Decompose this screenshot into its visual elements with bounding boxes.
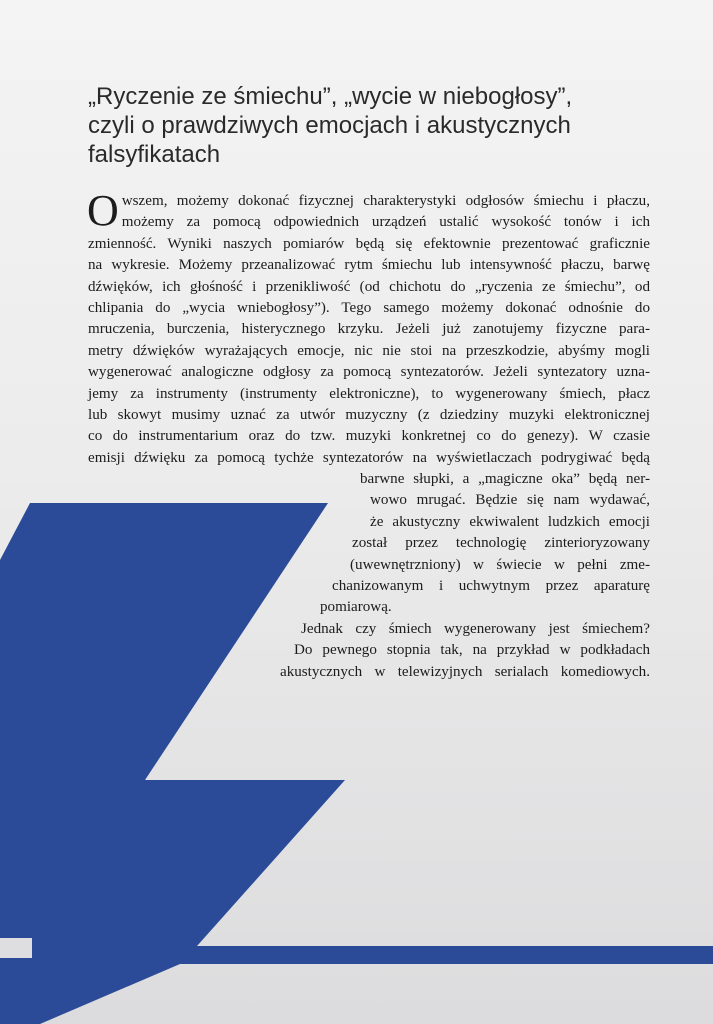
body-line-22: Do pewnego stopnia tak, na przykład w podkładach — [294, 642, 650, 659]
body-line-10: jemy za instrumenty (instrumenty elektroniczne), to wygenerowany śmiech, płacz — [88, 385, 650, 402]
title-line-1: „Ryczenie ze śmiechu”, „wycie w niebogłosy”, — [88, 83, 573, 110]
body-line-15: wowo mrugać. Będzie się nam wydawać, — [370, 492, 650, 509]
body-line-12: co do instrumentarium oraz do tzw. muzyki konkretnej co do genezy). W czasie — [88, 428, 650, 445]
title-line-2: czyli o prawdziwych emocjach i akustycznych — [88, 112, 571, 139]
body-line-7: mruczenia, burczenia, histerycznego krzyku. Jeżeli już zanotujemy fizyczne para- — [88, 321, 650, 338]
drop-cap: O — [87, 186, 119, 235]
article-body — [87, 186, 650, 683]
body-line-4: na wykresie. Możemy przeanalizować rytm śmiechu lub intensywność płaczu, barwę — [88, 257, 650, 274]
body-line-8: metry dźwięków wyrażających emocje, nic nie stoi na przeszkodzie, abyśmy mogli — [88, 342, 650, 359]
body-line-2: możemy za pomocą odpowiednich urządzeń ustalić wysokość tonów i ich — [121, 214, 650, 231]
body-line-19: chanizowanym i uchwytnym przez aparaturę — [332, 578, 650, 595]
body-line-16: że akustyczny ekwiwalent ludzkich emocji — [370, 513, 650, 530]
body-line-9: wygenerować analogiczne odgłosy za pomocą syntezatorów. Jeżeli syntezatory uzna- — [88, 364, 650, 381]
body-line-18: (uwewnętrzniony) w świecie w pełni zme- — [350, 556, 650, 573]
body-line-6: chlipania do „wycia wniebogłosy”). Tego samego możemy dokonać odnośnie do — [88, 299, 650, 316]
title-line-3: falsyfikatach — [88, 141, 221, 168]
body-line-14: barwne słupki, a „magiczne oka” będą ner- — [360, 471, 650, 488]
article-title — [88, 82, 648, 169]
body-line-5: dźwięków, ich głośność i przenikliwość (od chichotu do „ryczenia ze śmiechu”, od — [88, 278, 650, 295]
body-line-11: lub skowyt musimy uznać za utwór muzyczny (z dziedziny muzyki elektronicznej — [88, 406, 650, 423]
body-line-20: pomiarową. — [320, 599, 392, 616]
body-line-23: akustycznych w telewizyjnych serialach komediowych. — [280, 663, 650, 680]
body-line-13: emisji dźwięku za pomocą tychże syntezatorów na wyświetlaczach podrygiwać będą — [88, 449, 650, 466]
body-line-21: Jednak czy śmiech wygenerowany jest śmiechem? — [301, 620, 650, 637]
body-line-3: zmienność. Wyniki naszych pomiarów będą się efektownie prezentować graficznie — [88, 235, 650, 252]
body-line-1: wszem, możemy dokonać fizycznej charakterystyki odgłosów śmiechu i płaczu, — [121, 193, 650, 209]
body-line-17: został przez technologię zinterioryzowany — [352, 535, 650, 552]
